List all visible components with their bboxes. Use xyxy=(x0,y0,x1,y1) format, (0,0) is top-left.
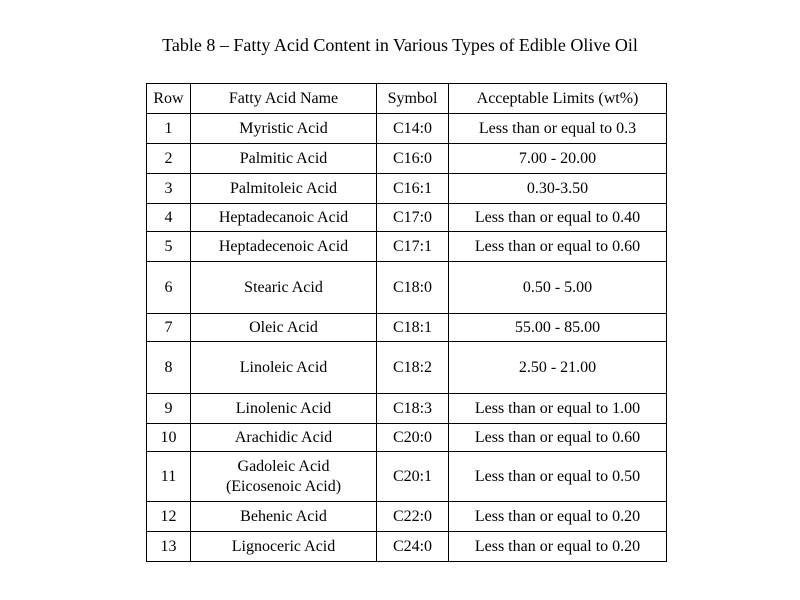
row-number: 6 xyxy=(147,262,191,314)
symbol: C16:0 xyxy=(377,144,449,174)
table-row xyxy=(147,502,667,532)
acceptable-limit: Less than or equal to 1.00 xyxy=(449,394,667,424)
symbol: C22:0 xyxy=(377,502,449,532)
acceptable-limit: Less than or equal to 0.20 xyxy=(449,532,667,562)
row-number: 5 xyxy=(147,232,191,262)
fatty-acid-name: Myristic Acid xyxy=(191,114,377,144)
symbol: C18:3 xyxy=(377,394,449,424)
fatty-acid-name xyxy=(191,452,377,502)
fatty-acid-name-line1: Gadoleic Acid xyxy=(237,457,330,475)
table-row xyxy=(147,532,667,562)
fatty-acid-table xyxy=(146,83,667,562)
fatty-acid-name: Linolenic Acid xyxy=(191,394,377,424)
row-number: 1 xyxy=(147,114,191,144)
table-caption: Table 8 – Fatty Acid Content in Various Types of Edible Olive Oil xyxy=(162,35,638,55)
header-row: Row xyxy=(147,84,191,114)
acceptable-limit: Less than or equal to 0.60 xyxy=(449,232,667,262)
table-row xyxy=(147,204,667,232)
symbol: C20:0 xyxy=(377,424,449,452)
fatty-acid-name: Linoleic Acid xyxy=(191,342,377,394)
table-row xyxy=(147,232,667,262)
acceptable-limit: Less than or equal to 0.40 xyxy=(449,204,667,232)
row-number: 4 xyxy=(147,204,191,232)
symbol: C18:1 xyxy=(377,314,449,342)
table-header-row xyxy=(147,84,667,114)
fatty-acid-name: Arachidic Acid xyxy=(191,424,377,452)
table-row xyxy=(147,262,667,314)
header-fatty-acid-name: Fatty Acid Name xyxy=(191,84,377,114)
symbol: C20:1 xyxy=(377,452,449,502)
fatty-acid-name: Palmitic Acid xyxy=(191,144,377,174)
row-number: 12 xyxy=(147,502,191,532)
fatty-acid-name: Heptadecenoic Acid xyxy=(191,232,377,262)
symbol: C17:0 xyxy=(377,204,449,232)
table-row xyxy=(147,424,667,452)
fatty-acid-name: Stearic Acid xyxy=(191,262,377,314)
row-number: 13 xyxy=(147,532,191,562)
table-row xyxy=(147,144,667,174)
header-acceptable-limits: Acceptable Limits (wt%) xyxy=(449,84,667,114)
table-row xyxy=(147,314,667,342)
row-number: 9 xyxy=(147,394,191,424)
row-number: 2 xyxy=(147,144,191,174)
row-number: 8 xyxy=(147,342,191,394)
table-row xyxy=(147,394,667,424)
fatty-acid-name: Palmitoleic Acid xyxy=(191,174,377,204)
row-number: 3 xyxy=(147,174,191,204)
acceptable-limit: Less than or equal to 0.50 xyxy=(449,452,667,502)
acceptable-limit: 7.00 - 20.00 xyxy=(449,144,667,174)
table-row xyxy=(147,114,667,144)
acceptable-limit: 0.30-3.50 xyxy=(449,174,667,204)
symbol: C14:0 xyxy=(377,114,449,144)
header-symbol: Symbol xyxy=(377,84,449,114)
row-number: 10 xyxy=(147,424,191,452)
symbol: C17:1 xyxy=(377,232,449,262)
acceptable-limit: Less than or equal to 0.20 xyxy=(449,502,667,532)
symbol: C24:0 xyxy=(377,532,449,562)
table-row xyxy=(147,174,667,204)
acceptable-limit: Less than or equal to 0.60 xyxy=(449,424,667,452)
table-row xyxy=(147,452,667,502)
symbol: C18:2 xyxy=(377,342,449,394)
symbol: C18:0 xyxy=(377,262,449,314)
fatty-acid-name: Oleic Acid xyxy=(191,314,377,342)
fatty-acid-name-line2: (Eicosenoic Acid) xyxy=(225,477,342,495)
acceptable-limit: Less than or equal to 0.3 xyxy=(449,114,667,144)
fatty-acid-name: Lignoceric Acid xyxy=(191,532,377,562)
fatty-acid-name: Heptadecanoic Acid xyxy=(191,204,377,232)
acceptable-limit: 0.50 - 5.00 xyxy=(449,262,667,314)
table-row xyxy=(147,342,667,394)
row-number: 11 xyxy=(147,452,191,502)
symbol: C16:1 xyxy=(377,174,449,204)
fatty-acid-name: Behenic Acid xyxy=(191,502,377,532)
acceptable-limit: 2.50 - 21.00 xyxy=(449,342,667,394)
row-number: 7 xyxy=(147,314,191,342)
acceptable-limit: 55.00 - 85.00 xyxy=(449,314,667,342)
